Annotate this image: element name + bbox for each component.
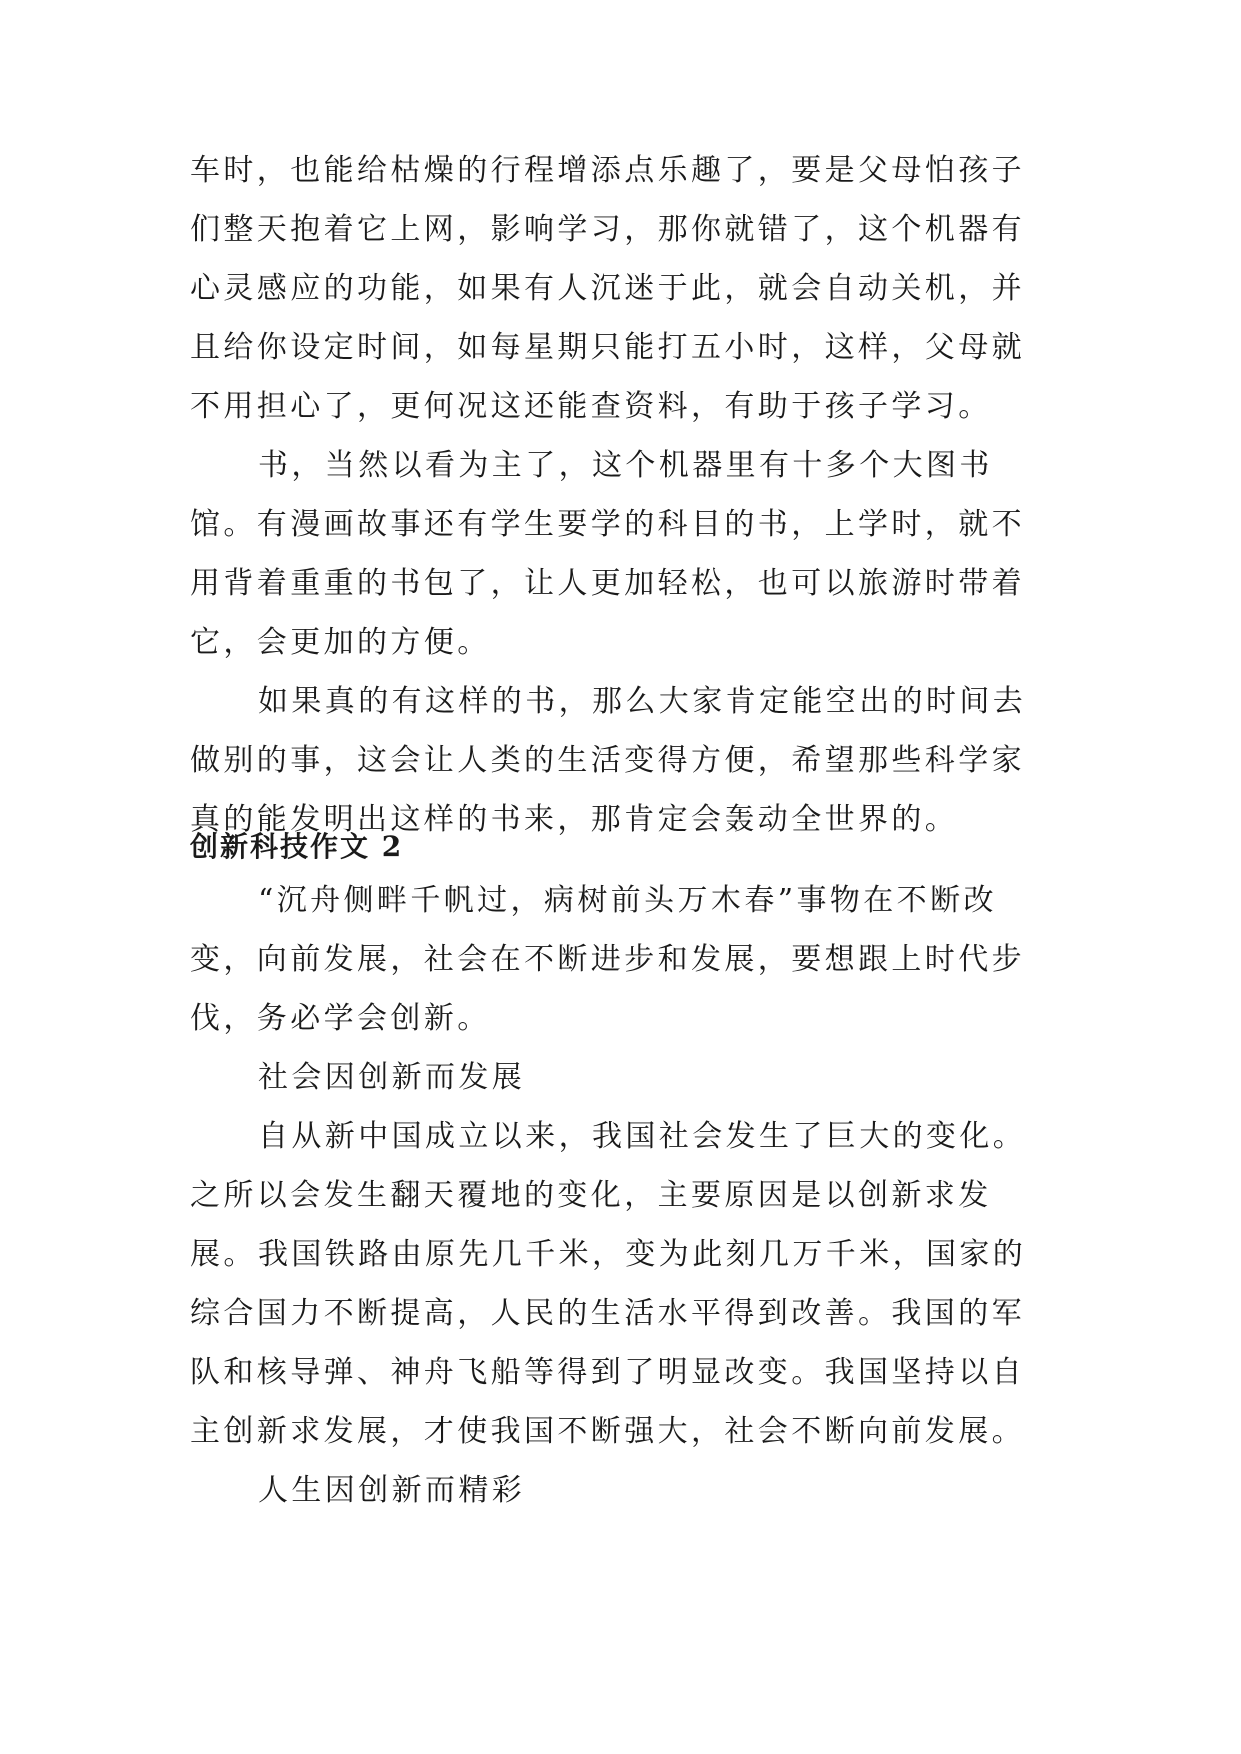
paragraph-quote: “沉舟侧畔千帆过，病树前头万木春”事物在不断改变，向前发展，社会在不断进步和发展，要想跟上时代步伐，务必学会创新。	[190, 883, 1025, 1036]
paragraph-railway: 我国铁路由原先几千米，变为此刻几万千米，国家的综合国力不断提高，人民的生活水平得到改善。我国的军队和核导弹、神舟飞船等得到了明显改变。我国坚持以自主创新求发展，才使我国不断强大，社会不断向前发展。	[190, 1237, 1027, 1449]
paragraph-continued: 车时，也能给枯燥的行程增添点乐趣了，要是父母怕孩子们整天抱着它上网，影响学习，那你就错了，这个机器有心灵感应的功能，如果有人沉迷于此，就会自动关机，并且给你设定时间，如每星期只能打五小时，这样，父母就不用担心了，更何况这还能查资料，有助于孩子学习。	[190, 153, 1025, 424]
paragraph-conclusion: 如果真的有这样的书，那么大家肯定能空出的时间去做别的事，这会让人类的生活变得方便，希望那些科学家真的能发明出这样的书来，那肯定会轰动全世界的。	[190, 684, 1027, 837]
subheading-life: 人生因创新而精彩	[258, 1473, 526, 1508]
paragraph-china-change: 自从新中国成立以来，我国社会发生了巨大的变化。之所以会发生翻天覆地的变化，主要原因是以创新求发展。	[190, 1119, 1027, 1272]
section-title: 创新科技作文 2	[190, 830, 404, 863]
subheading-society: 社会因创新而发展	[258, 1060, 526, 1095]
paragraph-book: 书，当然以看为主了，这个机器里有十多个大图书馆。有漫画故事还有学生要学的科目的书，上学时，就不用背着重重的书包了，让人更加轻松，也可以旅游时带着它，会更加的方便。	[190, 448, 1025, 660]
